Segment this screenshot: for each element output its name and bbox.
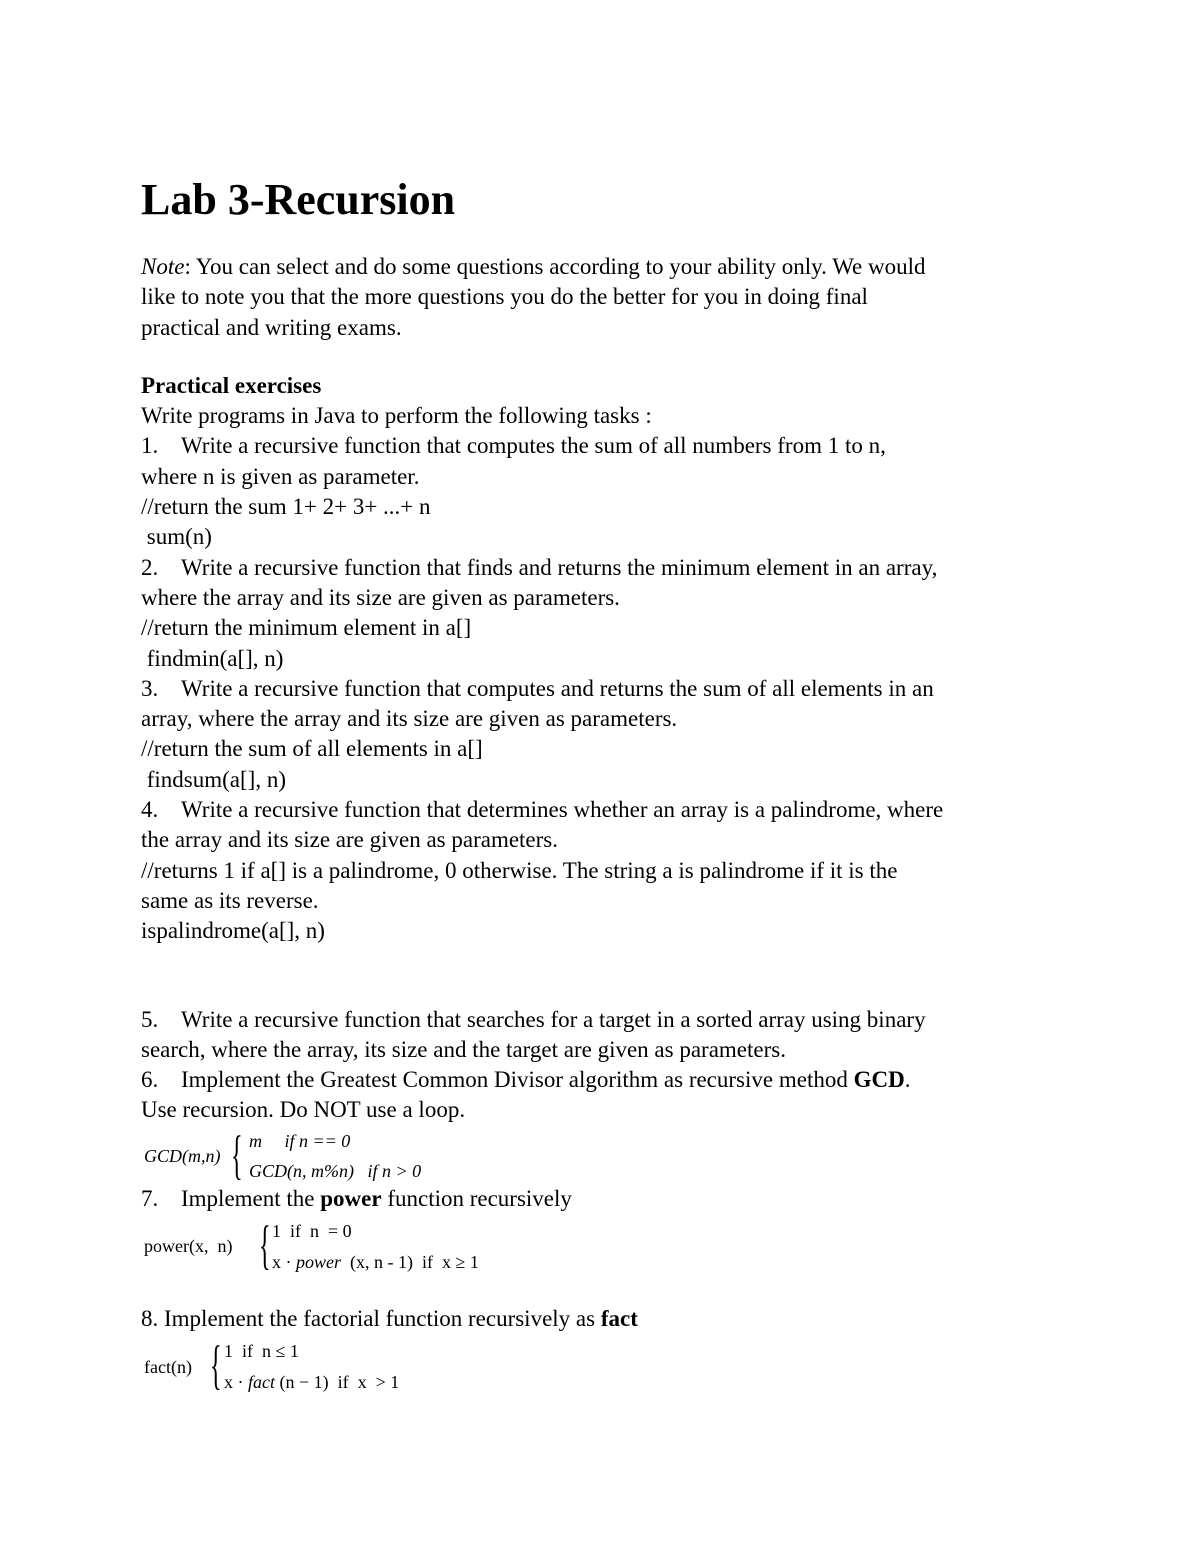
question-number: 6. <box>141 1067 159 1093</box>
question-number: 7. <box>141 1185 159 1211</box>
gcd-keyword: GCD <box>853 1067 905 1093</box>
question-number: 3. <box>141 675 159 701</box>
fact-formula <box>141 1335 1081 1398</box>
question-text-end: . <box>904 1067 911 1093</box>
question-6 <box>141 1065 1081 1095</box>
question-4-comment-1: //returns 1 if a[] is a palindrome, 0 otherwise. The string a is palindrome if it is the <box>141 857 898 883</box>
note-line-1 <box>141 252 1081 282</box>
question-5 <box>141 1005 1081 1035</box>
note-line-3: practical and writing exams. <box>141 314 402 340</box>
question-text: Write a recursive function that computes and returns the sum of all elements in an <box>181 675 934 701</box>
note-line-2: like to note you that the more questions you do the better for you in doing final <box>141 284 868 310</box>
formula-case-2 <box>224 1369 399 1395</box>
question-1-comment: //return the sum 1+ 2+ 3+ ...+ n <box>141 494 431 520</box>
formula-case-2-pre: x · <box>224 1372 248 1393</box>
formula-case-2-pre: x · <box>272 1252 296 1273</box>
question-text: Write a recursive function that computes the sum of all numbers from 1 to n, <box>181 433 886 459</box>
question-text: Write a recursive function that determines whether an array is a palindrome, where <box>181 797 944 823</box>
power-keyword: power <box>320 1185 382 1211</box>
question-4 <box>141 795 1081 825</box>
question-3-signature: findsum(a[], n) <box>141 766 286 792</box>
question-text: Write a recursive function that finds and returns the minimum element in an array, <box>181 554 938 580</box>
formula-case-2-fn: fact <box>248 1372 275 1393</box>
formula-case-2 <box>272 1249 479 1275</box>
question-text: Implement the Greatest Common Divisor algorithm as recursive method <box>181 1067 854 1093</box>
question-1-line-2: where n is given as parameter. <box>141 463 420 489</box>
formula-case-2-post: (x, n - 1) if x ≥ 1 <box>341 1252 479 1273</box>
question-text: 8. Implement the factorial function recursively as <box>141 1306 601 1332</box>
document-body <box>141 252 1081 1398</box>
question-7 <box>141 1184 1081 1214</box>
brace-icon: { <box>210 1335 222 1396</box>
formula-case-1: 1 if n ≤ 1 <box>224 1341 299 1362</box>
brace-icon: { <box>231 1124 243 1185</box>
question-text-end: function recursively <box>381 1185 572 1211</box>
question-5-line-2: search, where the array, its size and the target are given as parameters. <box>141 1036 786 1062</box>
question-4-comment-2: same as its reverse. <box>141 887 319 913</box>
formula-case-2: GCD(n, m%n) if n > 0 <box>249 1160 422 1181</box>
question-2 <box>141 553 1081 583</box>
question-2-line-2: where the array and its size are given as parameters. <box>141 584 620 610</box>
note-text-1: : You can select and do some questions according to your ability only. We would <box>184 254 926 279</box>
question-2-signature: findmin(a[], n) <box>141 645 284 671</box>
question-1 <box>141 431 1081 461</box>
formula-lhs: power(x, n) <box>144 1236 233 1257</box>
question-number: 4. <box>141 797 159 823</box>
formula-case-1: m if n == 0 <box>249 1130 351 1151</box>
question-number: 5. <box>141 1006 159 1032</box>
question-4-line-2: the array and its size are given as parameters. <box>141 827 558 853</box>
question-number: 2. <box>141 554 159 580</box>
formula-case-2-fn: power <box>296 1252 341 1273</box>
note-label: Note <box>141 254 185 279</box>
formula-case-1: 1 if n = 0 <box>272 1221 352 1242</box>
formula-lhs: GCD(m,n) <box>144 1145 221 1166</box>
fact-keyword: fact <box>600 1306 638 1332</box>
question-text: Write a recursive function that searches for a target in a sorted array using binary <box>181 1006 926 1032</box>
question-3-comment: //return the sum of all elements in a[] <box>141 736 483 762</box>
question-8 <box>141 1304 1081 1334</box>
section-intro: Write programs in Java to perform the following tasks : <box>141 403 652 429</box>
formula-lhs: fact(n) <box>144 1357 192 1378</box>
question-3 <box>141 674 1081 704</box>
question-number: 1. <box>141 433 159 459</box>
question-1-signature: sum(n) <box>141 524 212 550</box>
power-formula <box>141 1216 1081 1276</box>
section-heading: Practical exercises <box>141 372 322 398</box>
question-text: Implement the <box>181 1185 321 1211</box>
question-3-line-2: array, where the array and its size are given as parameters. <box>141 706 678 732</box>
page-title: Lab 3-Recursion <box>141 175 456 224</box>
gcd-formula <box>141 1124 1081 1185</box>
question-2-comment: //return the minimum element in a[] <box>141 615 472 641</box>
brace-icon: { <box>259 1215 271 1276</box>
question-4-signature: ispalindrome(a[], n) <box>141 918 325 944</box>
question-6-line-2: Use recursion. Do NOT use a loop. <box>141 1097 466 1123</box>
formula-case-2-post: (n − 1) if x > 1 <box>275 1372 400 1393</box>
